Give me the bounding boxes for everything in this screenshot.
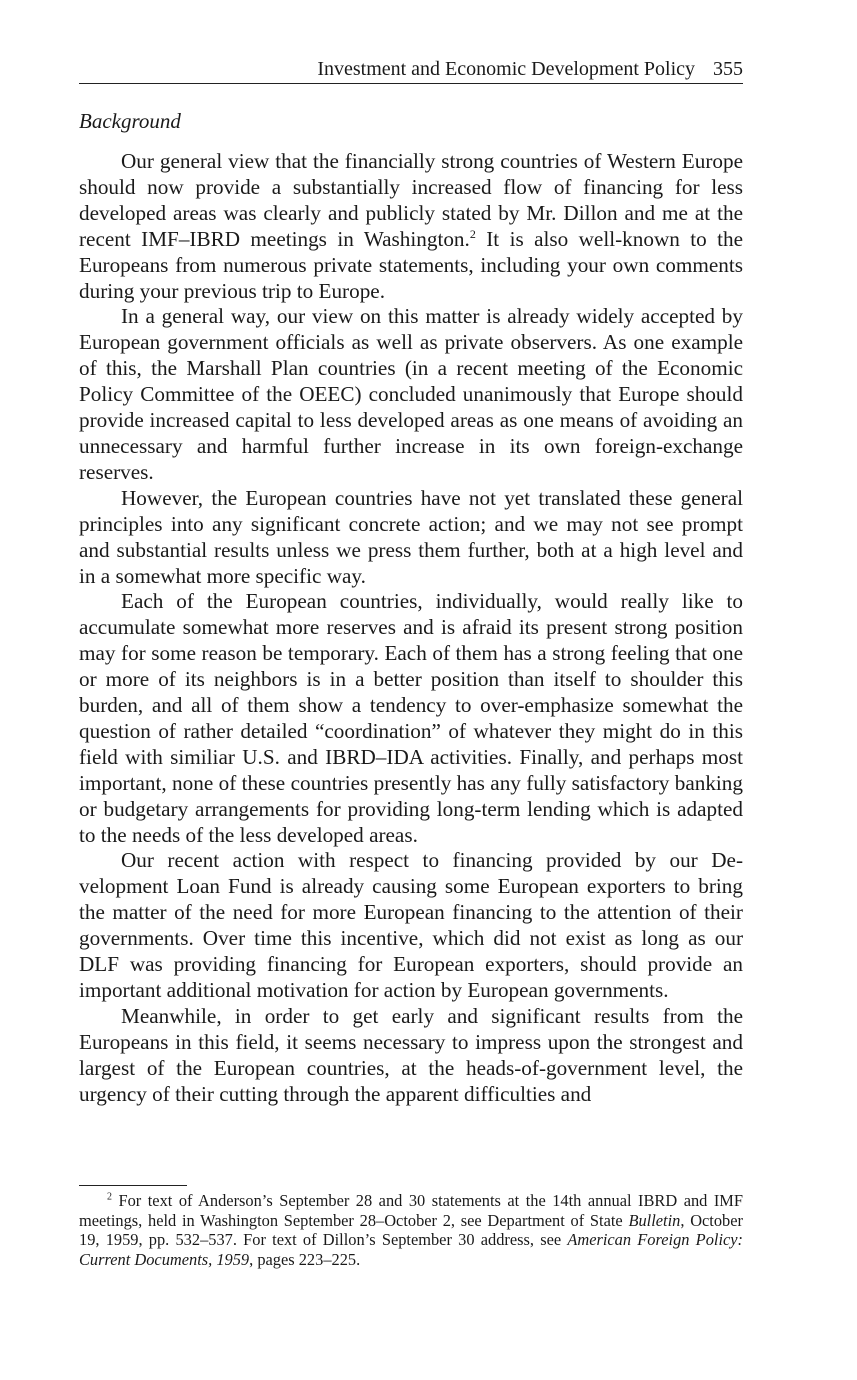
- paragraph-2: In a general way, our view on this matter is already widely accepted by European government officials as well as private observers. As one example of this, the Marshall Plan countries (in a recent meeting of the Economic Policy Committee of the OEEC) concluded unanimously that Europe should provide increased capital to less developed areas as one means of avoiding an unnecessary and harmful further increase in its own foreign-exchange reserves.: [79, 304, 743, 484]
- running-head: [79, 56, 743, 84]
- page-body: [79, 56, 743, 1108]
- footnote-text-3: , pages 223–225.: [249, 1249, 361, 1269]
- footnote-book-title: American Foreign Policy: Current Documents, 1959: [79, 1230, 744, 1269]
- running-head-title: Investment and Economic Development Policy: [317, 58, 695, 80]
- paragraph-1: [79, 149, 743, 304]
- paragraph-1-text: Our general view that the financially strong countries of Western Europe should now provide a substantially increased flow of financing for less developed areas was clearly and publicly stated by Mr. Dillon and me at the recent IMF–IBRD meetings in Washington.: [79, 149, 743, 251]
- footnote-text-2: , October 19, 1959, pp. 532–537. For text of Dillon’s September 30 address, see: [79, 1210, 743, 1250]
- paragraph-6: Meanwhile, in order to get early and significant results from the Europeans in this field, it seems necessary to impress upon the strongest and largest of the European countries, at the heads-of-government level, the urgency of their cutting through the apparent difficulties and: [79, 1003, 743, 1106]
- footnote-marker: 2: [107, 1191, 112, 1203]
- paragraph-4: Each of the European countries, individually, would really like to accumulate somewhat more reserves and is afraid its present strong position may for some reason be temporary. Each of them has a strong feeling that one or more of its neighbors is in a better position than itself to shoulder this burden, and all of them show a tendency to over-emphasize somewhat the question of rather detailed “coordination” of whatever they might do in this field with similiar U.S. and IBRD–IDA activities. Finally, and perhaps most important, none of these countries presently has any fully satisfactory banking or budgetary arrangements for providing long-term lending which is adapted to the needs of the less developed areas.: [79, 589, 743, 847]
- footnote-text-1: For text of Anderson’s September 28 and 30 statements at the 14th annual IBRD and IMF meetings, held in Washington September 28–October 2, see Department of State: [79, 1191, 743, 1230]
- footnote-reference[interactable]: 2: [469, 226, 476, 241]
- page-number: 355: [713, 58, 743, 80]
- footnote-bulletin-title: Bulletin: [628, 1210, 681, 1230]
- footnote-divider: [79, 1185, 187, 1186]
- paragraph-5: Our recent action with respect to financing provided by our Development Loan Fund is already causing some European exporters to bring the matter of the need for more European financing to the attention of their governments. Over time this incentive, which did not exist as long as our DLF was providing financing for European exporters, should provide an important additional motivation for action by European governments.: [79, 848, 743, 1002]
- footnote: [79, 1191, 743, 1269]
- paragraph-3: However, the European countries have not yet translated these general principles into any significant concrete action; and we may not see prompt and substantial results unless we press them further, both at a high level and in a somewhat more specific way.: [79, 485, 743, 588]
- section-heading: Background: [79, 109, 181, 133]
- body-text: [79, 149, 743, 1108]
- paragraph-1-continuation: It is also well-known to the Europeans from numerous private statements, including your own comments during your previous trip to Europe.: [79, 226, 743, 303]
